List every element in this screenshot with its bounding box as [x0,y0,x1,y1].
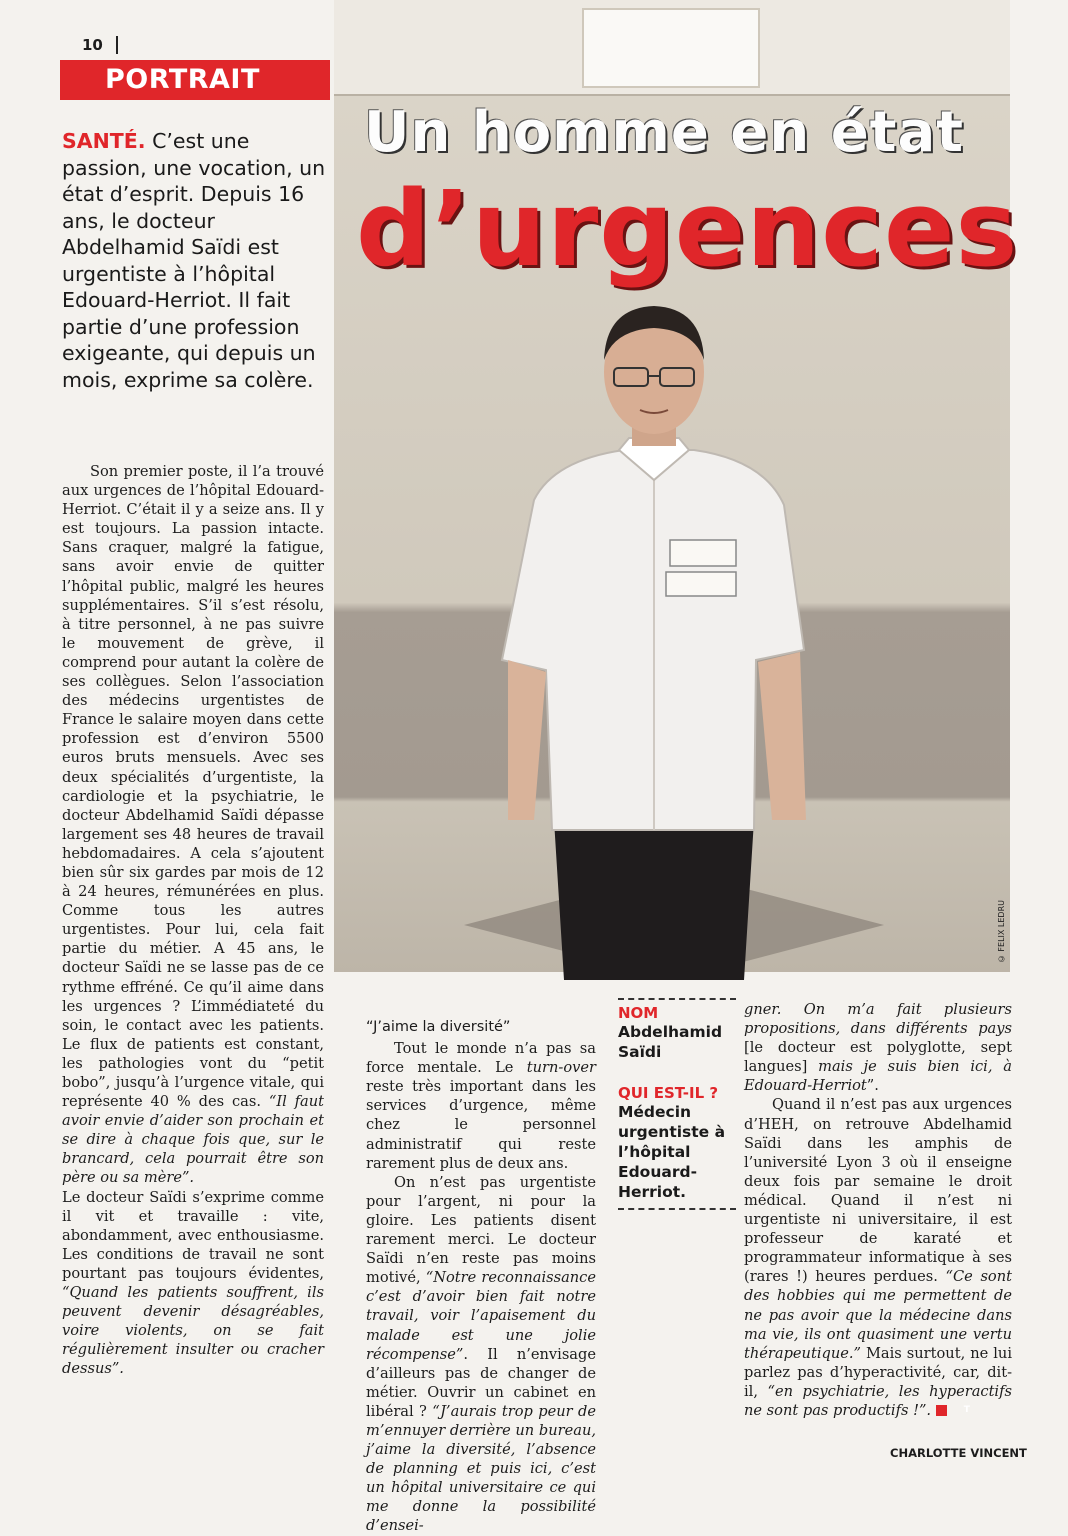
info-qui-label: QUI EST-IL ? [618,1084,719,1102]
subheading: “J’aime la diversité” [366,1019,511,1035]
column-4-quote-3: “en psychiatrie, les hyperactifs ne sont pas productifs !”. [744,1382,1012,1419]
info-qui-value: Médecin urgentiste à l’hôpital Edouard-Herriot. [618,1103,726,1201]
column-2-text-2: On n’est pas urgentiste pour l’argent, ni pour la gloire. Les patients disent rarement merci. Le docteur Saïdi n’en reste pas moins motivé, [366,1173,596,1287]
page-number-divider [116,36,118,54]
column-4-aside: [le docteur est polyglotte, sept langues] [744,1039,1012,1076]
column-4-close: ”. [866,1077,879,1095]
article-column-2 [366,1018,596,1536]
section-rubric: PORTRAIT [60,60,330,100]
column-2-text: Tout le monde n’a pas sa force mentale. Le [366,1040,596,1077]
intro-text: C’est une passion, une vocation, un état d’esprit. Depuis 16 ans, le docteur Abdelhamid Saïdi est urgentiste à l’hôpital Edouard-Herriot. Il fait partie d’une profession exigeante, qui depuis un mois, exprime sa colère. [62,129,326,392]
column-2-quote: “Notre reconnaissance c’est d’avoir bien fait notre travail, voir l’apaisement du malade est une jolie récompense” [366,1269,596,1363]
column-4-quote: gner. On m’a fait plusieurs propositions, dans différents pays [744,1001,1012,1038]
author-byline: CHARLOTTE VINCENT [890,1446,1027,1460]
column-2-emphasis: turn-over [526,1059,596,1077]
info-box-bottom-rule [618,1208,736,1210]
column-2-text-b: reste très important dans les services d’urgence, même chez le personnel administratif qui reste rarement plus de deux ans. [366,1078,596,1172]
headline-line-1: Un homme en état [364,100,965,165]
column-4-quote-b: mais je suis bien ici, à Edouard-Herriot [744,1058,1012,1095]
column-1-text: Son premier poste, il l’a trouvé aux urgences de l’hôpital Edouard-Herriot. C’était il y a seize ans. Il y est toujours. La passion intacte. Sans craquer, malgré la fatigue, sans avoir envie de quitter l’hôpital public, malgré les heures supplémentaires. S’il s’est résolu, à titre personnel, à ne pas suivre le mouvement de grève, il comprend pour autant la colère de ses collègues. Selon l’association des médecins urgentistes de France le salaire moyen dans cette profession est d’environ 5500 euros bruts mensuels. Avec ses deux spécialités d’urgentiste, la cardiologie et la psychiatrie, le docteur Abdelhamid Saïdi dépasse largement ses 48 heures de travail hebdomadaires. A cela s’ajoutent bien sûr six gardes par mois de 12 à 24 heures, rémunérées en plus. Comme tous les autres urgentistes. Pour lui, cela fait partie du métier. A 45 ans, le docteur Saïdi ne se lasse pas de ce rythme effréné. Ce qu’il aime dans les urgences ? L’immédiateté du soin, le contact avec les patients. Le flux de patients est constant, les pathologies vont du “petit bobo”, jusqu’à l’urgence vitale, qui représente 40 % des cas. [62,463,324,1111]
column-4-text-2: Mais surtout, ne lui parlez pas d’hyperactivité, car, dit-il, [744,1344,1012,1400]
column-4-quote-2: “Ce sont des hobbies qui me permettent de ne pas avoir que la médecine dans ma vie, ils ont quasiment une vertu thérapeutique.” [744,1268,1012,1362]
column-2-paragraph-2 [366,1173,596,1536]
column-2-paragraph-1 [366,1039,596,1173]
article-column-4 [744,1000,1012,1420]
end-mark-icon: T [936,1405,947,1416]
info-nom-label: NOM [618,1004,659,1022]
column-1-quote-2: “Quand les patients souffrent, ils peuvent devenir désagréables, voire violents, on se fait régulièrement insulter ou cracher dessus”. [62,1284,324,1378]
column-4-paragraph-1 [744,1000,1012,1095]
intro-paragraph [62,128,330,393]
portrait-photo [334,0,1019,972]
ceiling-light [582,8,760,88]
column-2-quote-2: “J’aurais trop peur de m’ennuyer derrière un bureau, j’aime la diversité, l’absence de planning et puis ici, c’est un hôpital universitaire ce qui me donne la possibilité d’ensei- [366,1402,596,1535]
column-4-paragraph-2 [744,1095,1012,1420]
info-nom-value: Abdelhamid Saïdi [618,1023,723,1061]
intro-kicker: SANTÉ. [62,129,146,153]
doctor-figure [494,300,814,980]
column-1-quote: “Il faut avoir envie d’aider son prochain et se dire à chaque fois que, sur le brancard, cela pourrait être son père ou sa mère”. [62,1093,324,1187]
column-1-paragraph [62,462,324,1188]
column-2-text-3: . Il n’envisage d’ailleurs pas de changer de métier. Ouvrir un cabinet en libéral ? [366,1345,596,1420]
column-1-text-2: Le docteur Saïdi s’exprime comme il vit et travaille : vite, abondamment, avec enthousiasme. Les conditions de travail ne sont pourtant pas toujours évidentes, [62,1188,324,1282]
article-column-1 [62,462,324,1379]
photo-credit: © FELIX LEDRU [997,900,1006,964]
column-1-paragraph-2 [62,1188,324,1379]
info-box-top-rule [618,998,736,1000]
info-box [618,998,736,1210]
headline-line-2: d’urgences [356,168,1019,290]
page-number: 10 [82,36,103,54]
column-4-text: Quand il n’est pas aux urgences d’HEH, on retrouve Abdelhamid Saïdi dans les amphis de l’université Lyon 3 où il enseigne deux fois par semaine le droit médical. Quand il n’est ni urgentiste ni universitaire, il est professeur de karaté et programmateur informatique à ses (rares !) heures perdues. [744,1096,1012,1286]
